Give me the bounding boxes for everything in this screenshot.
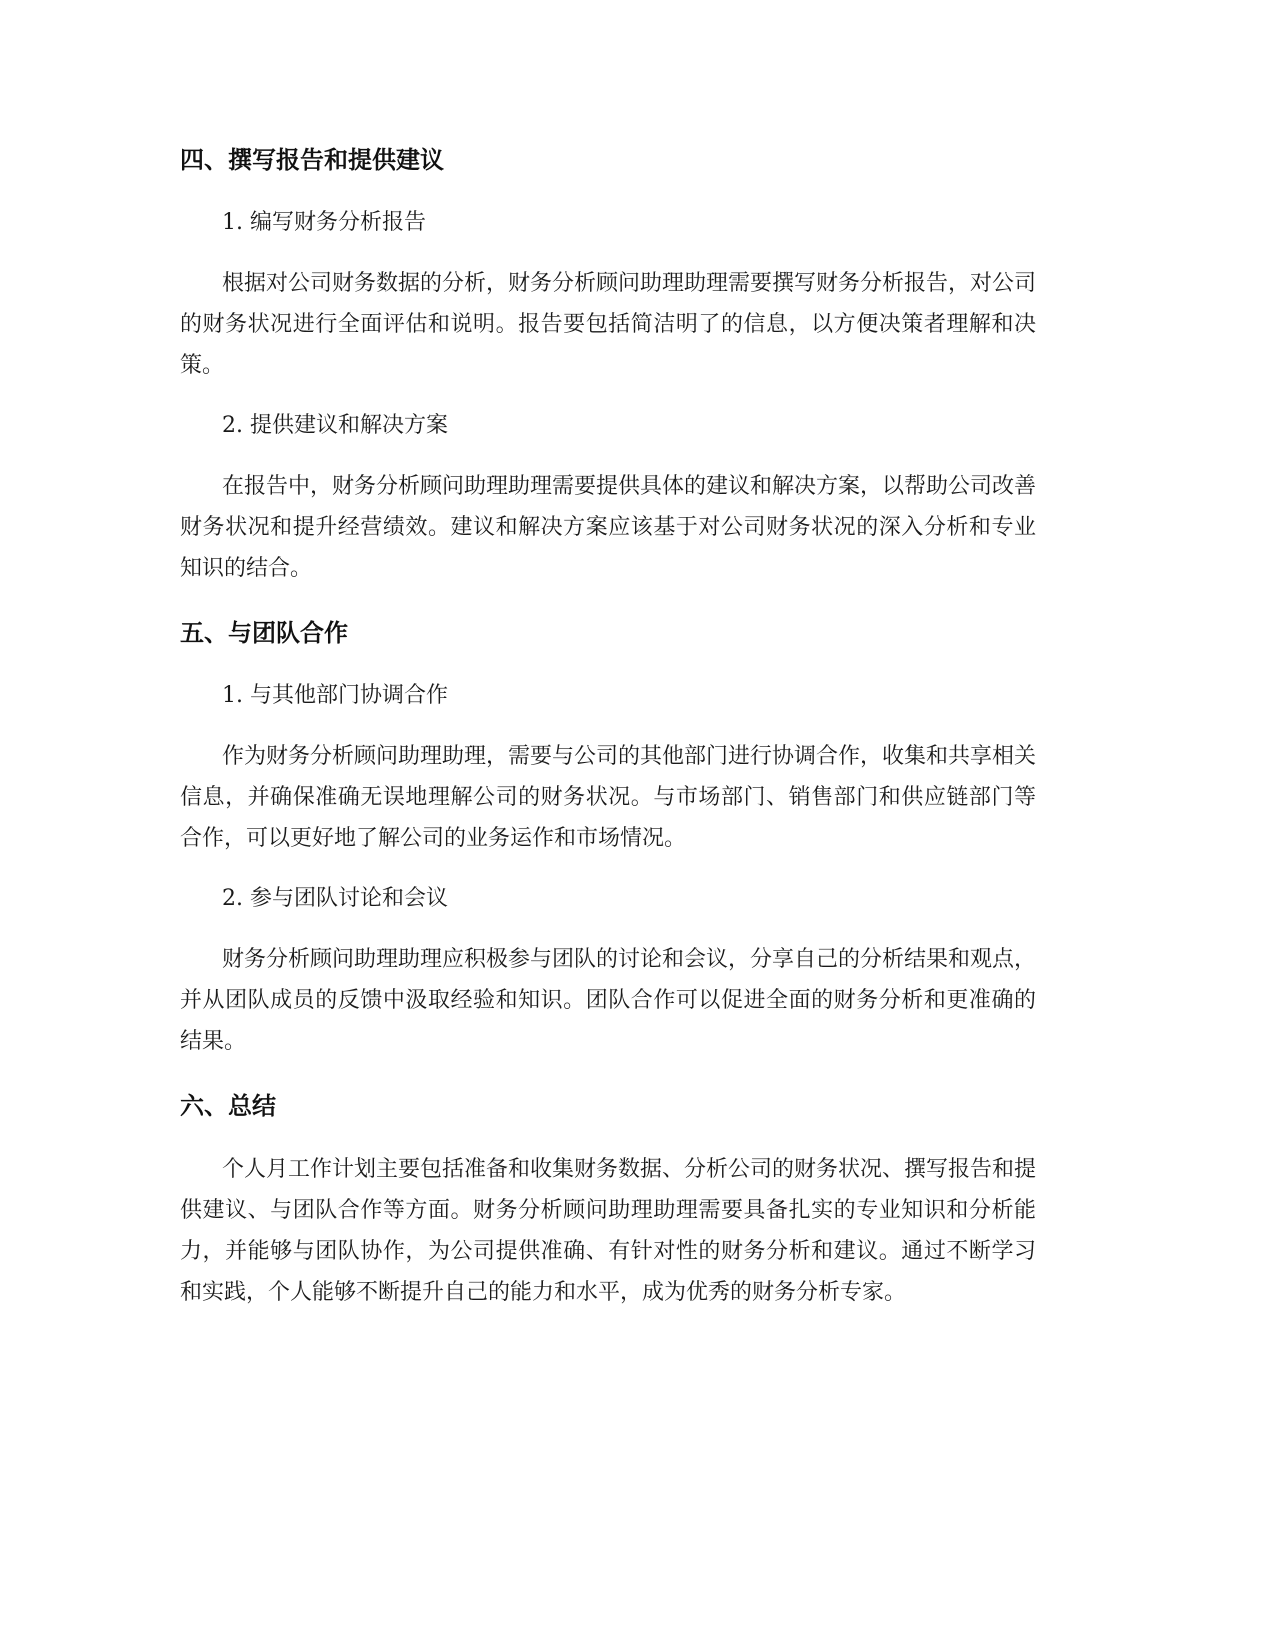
paragraph-team-meetings: 财务分析顾问助理助理应积极参与团队的讨论和会议，分享自己的分析结果和观点，并从团队成员的反馈中汲取经验和知识。团队合作可以促进全面的财务分析和更准确的结果。 [180,947,1037,1054]
section-heading-summary: 六、总结 [180,1092,276,1120]
paragraph-write-report: 根据对公司财务数据的分析，财务分析顾问助理助理需要撰写财务分析报告，对公司的财务状况进行全面评估和说明。报告要包括简洁明了的信息，以方便决策者理解和决策。 [180,271,1037,378]
section-heading-report: 四、撰写报告和提供建议 [180,146,444,174]
paragraph-summary: 个人月工作计划主要包括准备和收集财务数据、分析公司的财务状况、撰写报告和提供建议、与团队合作等方面。财务分析顾问助理助理需要具备扎实的专业知识和分析能力，并能够与团队协作，为公司提供准确、有针对性的财务分析和建议。通过不断学习和实践，个人能够不断提升自己的能力和水平，成为优秀的财务分析专家。 [180,1157,1037,1305]
subheading-provide-advice: 2. 提供建议和解决方案 [222,413,448,438]
paragraph-provide-advice: 在报告中，财务分析顾问助理助理需要提供具体的建议和解决方案，以帮助公司改善财务状况和提升经营绩效。建议和解决方案应该基于对公司财务状况的深入分析和专业知识的结合。 [180,474,1037,581]
subheading-coordinate-departments: 1. 与其他部门协调合作 [222,683,448,708]
subheading-team-meetings: 2. 参与团队讨论和会议 [222,886,448,911]
section-heading-teamwork: 五、与团队合作 [180,619,348,647]
document-page [180,140,1036,1313]
paragraph-coordinate-departments: 作为财务分析顾问助理助理，需要与公司的其他部门进行协调合作，收集和共享相关信息，并确保准确无误地理解公司的财务状况。与市场部门、销售部门和供应链部门等合作，可以更好地了解公司的业务运作和市场情况。 [180,744,1037,851]
subheading-write-report: 1. 编写财务分析报告 [222,210,426,235]
